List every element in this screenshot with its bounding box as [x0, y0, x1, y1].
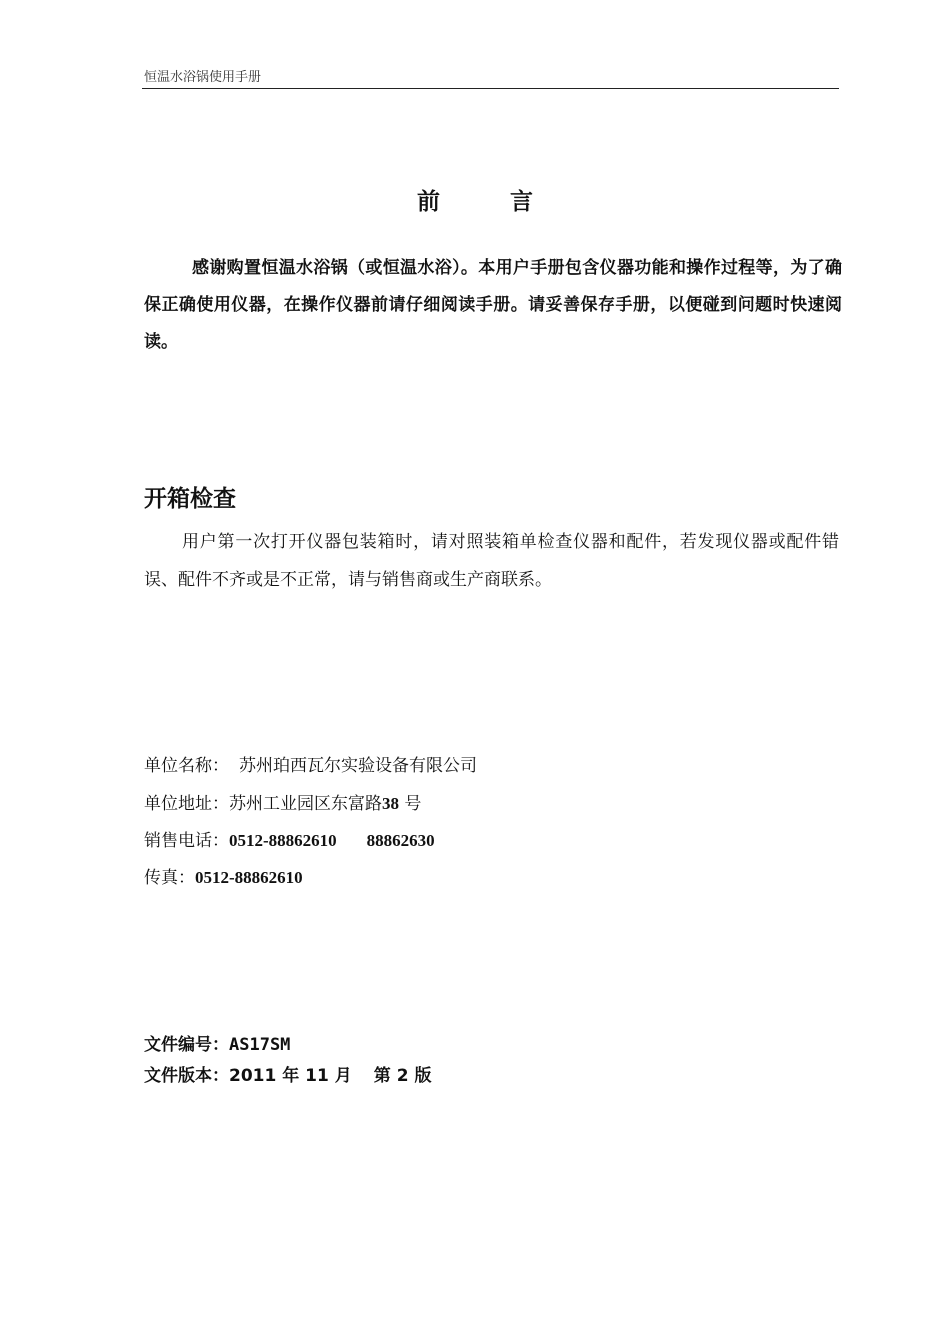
sales-phone-2: 88862630: [366, 831, 435, 850]
edition-suffix: 版: [414, 1066, 432, 1086]
sales-phone-1: 0512-88862610: [229, 831, 337, 850]
version-year: 2011: [229, 1066, 277, 1086]
version-month-unit: 月: [334, 1066, 352, 1086]
unboxing-title: 开箱检查: [144, 486, 236, 512]
version-month: 11: [305, 1066, 329, 1086]
company-address-label: 单位地址：: [144, 794, 229, 814]
fax-label: 传真：: [144, 868, 195, 888]
document-meta: [144, 1030, 431, 1092]
sales-phone-label: 销售电话：: [144, 831, 229, 851]
company-address-line: [144, 785, 477, 822]
preface-paragraph: 感谢购置恒温水浴锅（或恒温水浴）。本用户手册包含仪器功能和操作过程等，为了确保正确使用仪器，在操作仪器前请仔细阅读手册。请妥善保存手册，以便碰到问题时快速阅读。: [144, 258, 842, 352]
fax-line: [144, 859, 477, 896]
company-address-value: 苏州工业园区东富路: [229, 794, 382, 814]
fax-value: 0512-88862610: [195, 868, 303, 887]
running-header: 恒温水浴锅使用手册: [144, 70, 262, 85]
header-rule: [142, 88, 839, 89]
document-version-line: [144, 1061, 431, 1092]
document-number-label: 文件编号：: [144, 1035, 229, 1055]
document-number-line: [144, 1030, 431, 1061]
company-name-value: 苏州珀西瓦尔实验设备有限公司: [239, 756, 477, 776]
company-address-suffix: 号: [404, 794, 422, 814]
edition-prefix: 第: [373, 1066, 391, 1086]
company-info: [144, 748, 477, 896]
company-name-line: [144, 748, 477, 785]
version-year-unit: 年: [282, 1066, 300, 1086]
company-name-label: 单位名称：: [144, 756, 229, 776]
unboxing-paragraph: 用户第一次打开仪器包装箱时，请对照装箱单检查仪器和配件，若发现仪器或配件错误、配件不齐或是不正常，请与销售商或生产商联系。: [144, 532, 839, 590]
document-number-value: AS17SM: [229, 1035, 291, 1055]
sales-phone-line: [144, 822, 477, 859]
edition-number: 2: [396, 1066, 409, 1086]
company-address-number: 38: [382, 794, 399, 813]
preface-title: 前言: [417, 189, 603, 215]
document-version-label: 文件版本：: [144, 1066, 229, 1086]
